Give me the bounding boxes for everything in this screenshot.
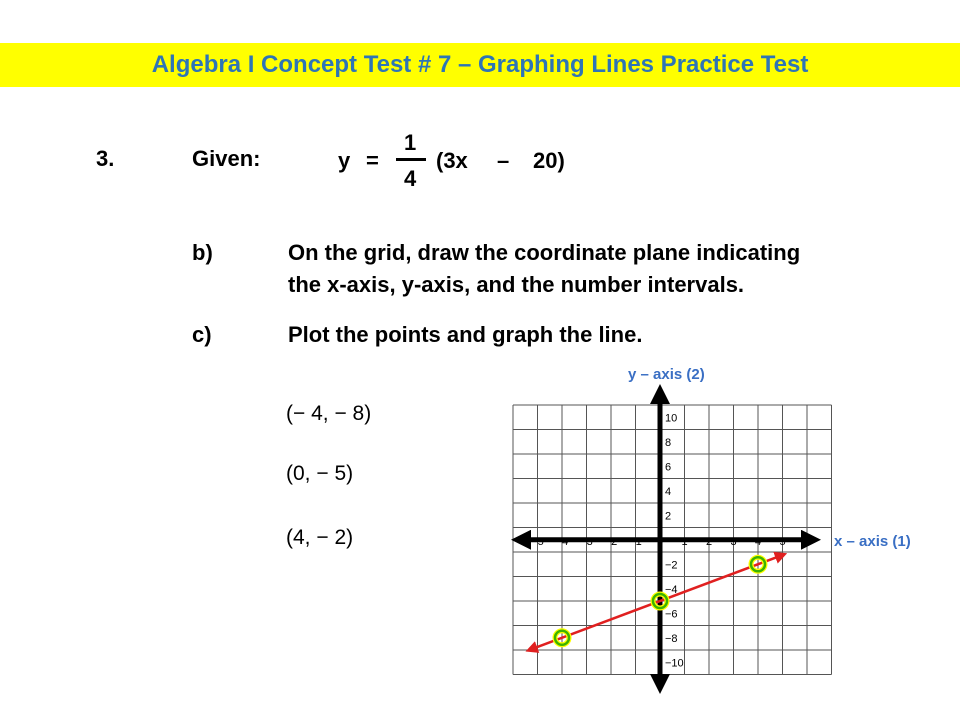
y-tick-label: 10 — [665, 412, 678, 425]
x-tick-label: 3 — [730, 535, 737, 548]
given-label: Given: — [192, 146, 261, 171]
fraction-numerator: 1 — [404, 130, 417, 155]
y-axis-label: y – axis (2) — [628, 366, 705, 383]
y-tick-label: −2 — [665, 559, 678, 572]
x-tick-label: −2 — [604, 535, 618, 548]
x-tick-label: −1 — [629, 535, 642, 548]
equation-lhs: y — [338, 148, 351, 173]
part-c-letter: c) — [192, 322, 212, 347]
equation-term-1: (3x — [436, 148, 468, 173]
y-tick-label: 4 — [665, 485, 672, 498]
part-b-letter: b) — [192, 240, 213, 265]
problem-number: 3. — [96, 146, 115, 171]
fraction-denominator: 4 — [404, 166, 417, 191]
part-b-line-2: the x-axis, y-axis, and the number intervals. — [288, 272, 745, 297]
y-tick-label: −10 — [665, 657, 684, 670]
y-tick-label: −8 — [665, 632, 678, 645]
x-axis-label: x – axis (1) — [834, 533, 911, 550]
part-c-text: Plot the points and graph the line. — [288, 322, 643, 347]
page-title: Algebra I Concept Test # 7 – Graphing Lines Practice Test — [151, 51, 809, 78]
x-tick-label: −4 — [555, 535, 569, 548]
equation-minus: – — [497, 148, 510, 173]
point-label-2: (0, − 5) — [286, 462, 354, 485]
y-tick-label: −6 — [665, 608, 678, 621]
x-tick-label: 5 — [779, 535, 786, 548]
x-tick-label: 4 — [754, 535, 762, 548]
x-tick-label: −5 — [531, 535, 544, 548]
y-tick-label: −4 — [665, 583, 678, 596]
y-tick-label: 2 — [665, 510, 672, 523]
equation-equals: = — [366, 148, 379, 173]
x-tick-label: 0 — [656, 535, 664, 548]
x-tick-label: 1 — [681, 535, 688, 548]
y-tick-label: 6 — [665, 461, 672, 474]
point-label-3: (4, − 2) — [286, 526, 354, 549]
equation-term-2: 20) — [533, 148, 565, 173]
x-tick-label: −3 — [580, 535, 593, 548]
part-b-line-1: On the grid, draw the coordinate plane indicating — [288, 240, 801, 265]
x-tick-label: 2 — [705, 535, 713, 548]
point-label-1: (− 4, − 8) — [286, 402, 372, 425]
y-tick-label: 8 — [665, 436, 672, 449]
